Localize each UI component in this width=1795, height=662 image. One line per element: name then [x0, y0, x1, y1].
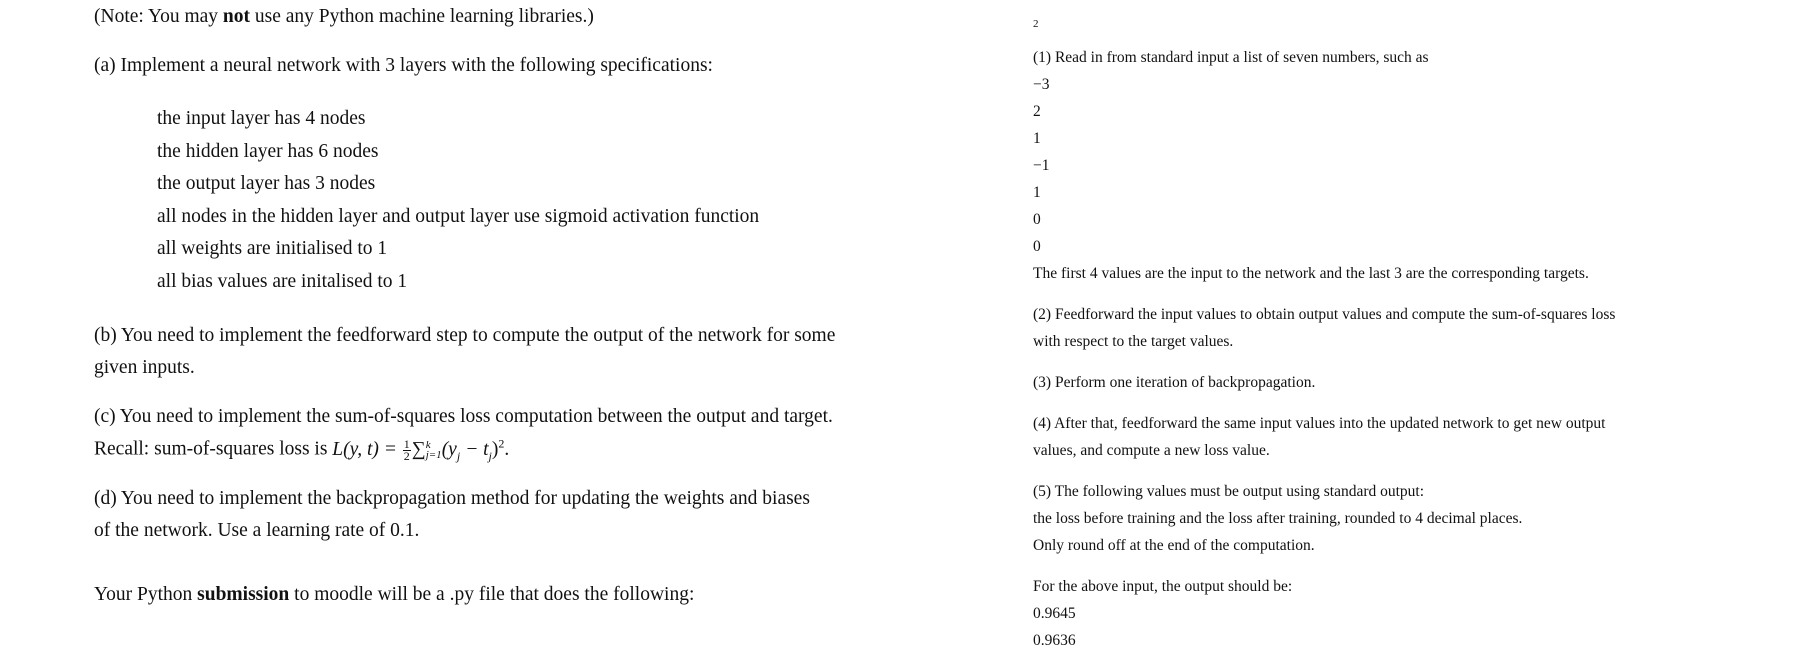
submission-prefix: Your Python [94, 584, 198, 605]
step-3: (3) Perform one iteration of backpropagation. [1033, 374, 1316, 391]
submission-suffix: to moodle will be a .py file that does the following: [289, 584, 695, 605]
formula-minus: − t [460, 438, 489, 460]
page-number: 2 [1033, 18, 1039, 30]
part-c-line1: (c) You need to implement the sum-of-squares loss computation between the output and target. [94, 406, 833, 427]
fraction-denominator: 2 [403, 448, 410, 463]
part-d-line1: (d) You need to implement the backpropagation method for updating the weights and biases [94, 488, 810, 509]
formula-end: . [504, 438, 510, 460]
note-line [94, 6, 594, 28]
spec-item: all weights are initialised to 1 [157, 238, 388, 259]
formula-fraction [403, 436, 411, 463]
submission-line [94, 584, 694, 606]
input-number: −3 [1033, 76, 1050, 93]
part-b-line2: given inputs. [94, 357, 195, 378]
spec-item: the hidden layer has 6 nodes [157, 141, 379, 162]
formula-lhs: L(y, t) = [332, 438, 402, 460]
input-number: 0 [1033, 211, 1041, 228]
part-c-line2 [94, 436, 509, 463]
part-a-heading: (a) Implement a neural network with 3 layers with the following specifications: [94, 55, 713, 76]
input-number: −1 [1033, 157, 1050, 174]
loss-formula [332, 436, 510, 463]
note-prefix: (Note: You may [94, 6, 223, 27]
step-1: (1) Read in from standard input a list of seven numbers, such as [1033, 49, 1429, 66]
output-value: 0.9636 [1033, 632, 1076, 649]
formula-sub-t: j [488, 448, 492, 463]
step-5-line3: Only round off at the end of the computation. [1033, 537, 1315, 554]
formula-body: (y [441, 438, 457, 460]
submission-bold: submission [197, 584, 290, 605]
step-2-line2: with respect to the target values. [1033, 333, 1234, 350]
step-4-line2: values, and compute a new loss value. [1033, 442, 1270, 459]
explain-text: The first 4 values are the input to the network and the last 3 are the corresponding targets. [1033, 265, 1589, 282]
input-number: 2 [1033, 103, 1041, 120]
sum-upper-limit: k [425, 439, 431, 452]
input-number: 1 [1033, 184, 1041, 201]
part-d-line2: of the network. Use a learning rate of 0.1. [94, 520, 420, 541]
note-bold: not [222, 6, 251, 27]
step-4-line1: (4) After that, feedforward the same input values into the updated network to get new output [1033, 415, 1606, 432]
step-2-line1: (2) Feedforward the input values to obtain output values and compute the sum-of-squares loss [1033, 306, 1616, 323]
output-value: 0.9645 [1033, 605, 1076, 622]
formula-sub-y: j [456, 448, 461, 463]
formula-close: ) [491, 438, 499, 460]
input-number: 1 [1033, 130, 1041, 147]
step-5-line1: (5) The following values must be output using standard output: [1033, 483, 1425, 500]
sigma-symbol: ∑ [411, 438, 426, 460]
spec-item: all nodes in the hidden layer and output layer use sigmoid activation function [157, 206, 760, 227]
part-b-line1: (b) You need to implement the feedforward step to compute the output of the network for some [94, 325, 836, 346]
formula-exponent: 2 [498, 436, 505, 450]
note-suffix: use any Python machine learning libraries.) [250, 6, 594, 27]
output-intro: For the above input, the output should be: [1033, 578, 1293, 595]
spec-item: the output layer has 3 nodes [157, 173, 376, 194]
step-5-line2: the loss before training and the loss after training, rounded to 4 decimal places. [1033, 510, 1523, 527]
sum-lower-limit: j=1 [425, 449, 442, 462]
input-number: 0 [1033, 238, 1041, 255]
spec-item: all bias values are initalised to 1 [157, 271, 408, 292]
fraction-numerator: 1 [403, 436, 410, 451]
part-c-prefix: Recall: sum-of-squares loss is [94, 438, 333, 460]
spec-item: the input layer has 4 nodes [157, 108, 366, 129]
